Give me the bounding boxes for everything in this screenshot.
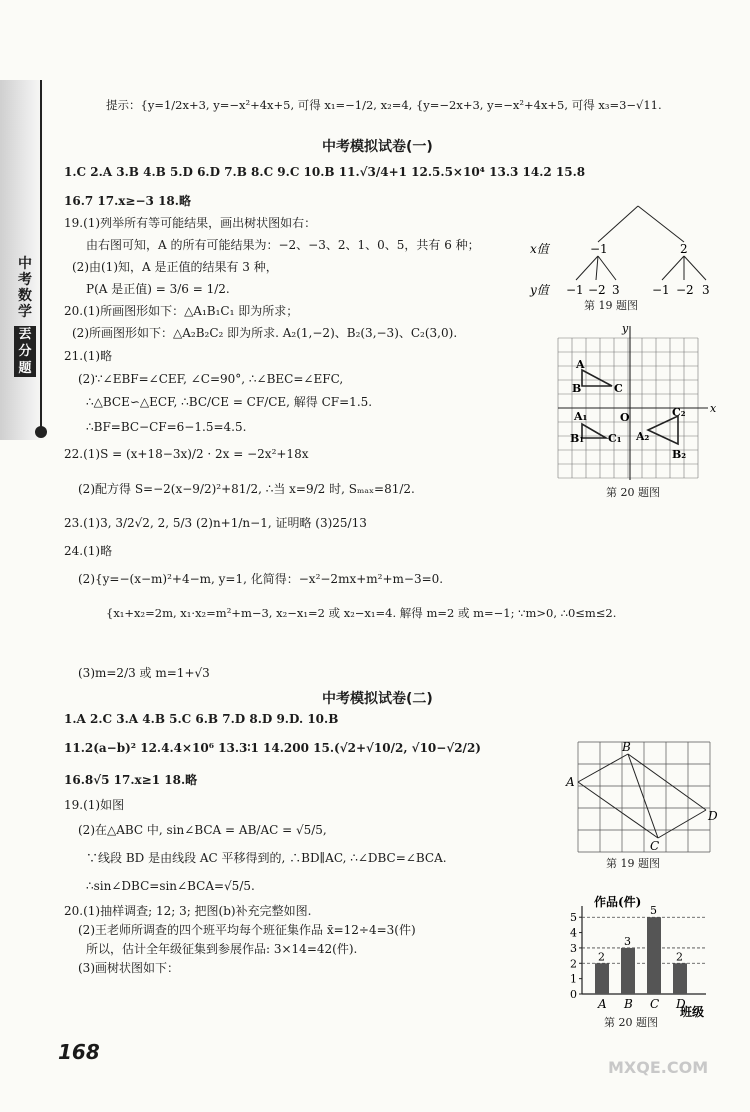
- s1-line-6: 20.(1)所画图形如下：△A₁B₁C₁ 即为所求；: [64, 304, 299, 318]
- point-label: C₁: [608, 432, 622, 445]
- s1-line-2: 19.(1)列举所有等可能结果，画出树状图如右：: [64, 216, 317, 230]
- chart-xlabel: 班级: [680, 1005, 705, 1019]
- coordinate-grid-figure: [548, 320, 720, 490]
- point-label: B: [622, 740, 631, 754]
- point-label: D: [708, 809, 718, 823]
- s1-line-0: 1.C 2.A 3.B 4.B 5.D 6.D 7.B 8.C 9.C 10.B 11.√3/4+1 12.5.5×10⁴ 13.3 14.2 15.8: [64, 165, 586, 179]
- s1-line-1: 16.7 17.x≥−3 18.略: [64, 194, 191, 208]
- chart-y-tick-label: 1: [570, 972, 577, 986]
- tree-x-label: x值: [530, 242, 549, 256]
- section1-title: 中考模拟试卷(一): [322, 139, 433, 155]
- point-label: B₁: [570, 432, 585, 445]
- page-number: 168: [58, 1040, 100, 1064]
- point-label: C₂: [672, 406, 686, 419]
- tree-x-value: 2: [680, 242, 688, 256]
- chart-y-tick-label: 5: [570, 911, 577, 925]
- side-tab-line: [40, 80, 42, 430]
- triangle-a2b2c2: [648, 416, 678, 444]
- segment-ac: [578, 782, 658, 838]
- chart-category-label: B: [624, 997, 633, 1011]
- point-label: A: [566, 775, 575, 789]
- s1-line-8: 21.(1)略: [64, 349, 113, 363]
- chart-bar: [673, 963, 687, 994]
- s2-line-0: 1.A 2.C 3.A 4.B 5.C 6.B 7.D 8.D 9.D. 10.B: [64, 712, 339, 726]
- chart-category-label: C: [650, 997, 660, 1011]
- tree-y-value: −2: [588, 283, 606, 297]
- point-label: C: [650, 839, 660, 853]
- segment-ab: [578, 754, 628, 782]
- chart-y-tick-label: 2: [570, 957, 577, 971]
- hint-line: 提示：{y=1/2x+3, y=−x²+4x+5, 可得 x₁=−1/2, x₂=4, {y=−2x+3, y=−x²+4x+5, 可得 x₃=3−√11.: [106, 98, 662, 112]
- tree-y-value: 3: [612, 283, 620, 297]
- s2-line-2: 16.8√5 17.x≥1 18.略: [64, 773, 198, 787]
- tree-y-value: −1: [566, 283, 584, 297]
- s2-line-10: (3)画树状图如下：: [78, 961, 179, 975]
- axis-y-label: y: [622, 322, 629, 335]
- side-tab: [0, 80, 48, 440]
- s2-line-6: ∴sin∠DBC=sin∠BCA=√5/5.: [86, 879, 255, 893]
- point-label: B: [572, 382, 582, 395]
- tree-y-value: 3: [702, 283, 710, 297]
- tree-y-value: −1: [652, 283, 670, 297]
- chart-bar: [647, 917, 661, 994]
- s2-line-8: (2)王老师所调查的四个班平均每个班征集作品 x̄=12÷4=3(件): [78, 923, 416, 937]
- s1-line-14: 23.(1)3, 3/2√2, 2, 5/3 (2)n+1/n−1, 证明略 (3)25/13: [64, 516, 367, 530]
- bar-chart: [560, 892, 730, 1022]
- side-tab-title: 中考数学: [18, 256, 32, 320]
- chart-caption: 第 20 题图: [604, 1016, 658, 1029]
- chart-bar-value-label: 5: [650, 904, 657, 918]
- s1-line-13: (2)配方得 S=−2(x−9/2)²+81/2, ∴当 x=9/2 时, Sₘₐₓ=81/2.: [78, 482, 415, 496]
- grid19-caption: 第 19 题图: [606, 857, 660, 870]
- s1-line-15: 24.(1)略: [64, 544, 113, 558]
- watermark: MXQE.COM: [608, 1058, 709, 1077]
- s1-line-4: (2)由(1)知，A 是正值的结果有 3 种，: [72, 260, 278, 274]
- chart-bar-value-label: 2: [598, 950, 605, 964]
- tree-caption: 第 19 题图: [584, 299, 638, 312]
- chart-bar: [621, 948, 635, 994]
- tree-y-value: −2: [676, 283, 694, 297]
- s1-line-3: 由右图可知，A 的所有可能结果为：−2、−3、2、1、0、5，共有 6 种；: [86, 238, 480, 252]
- chart-bar-value-label: 2: [676, 950, 683, 964]
- point-label: B₂: [672, 448, 687, 461]
- chart-y-tick-label: 0: [570, 988, 577, 1001]
- s2-line-4: (2)在△ABC 中, sin∠BCA = AB/AC = √5/5,: [78, 823, 327, 837]
- chart-bar-value-label: 3: [624, 934, 631, 948]
- chart-y-tick-label: 3: [570, 941, 577, 955]
- s1-line-9: (2)∵∠EBF=∠CEF, ∠C=90°, ∴∠BEC=∠EFC,: [78, 372, 344, 386]
- s1-line-18: (3)m=2/3 或 m=1+√3: [78, 666, 210, 680]
- s2-line-7: 20.(1)抽样调查; 12; 3; 把图(b)补充完整如图.: [64, 904, 312, 918]
- s1-line-10: ∴△BCE∽△ECF, ∴BC/CE = CF/CE, 解得 CF=1.5.: [86, 395, 373, 409]
- s2-line-5: ∵线段 BD 是由线段 AC 平移得到的, ∴BD∥AC, ∴∠DBC=∠BCA.: [86, 851, 447, 865]
- segment-bd: [628, 754, 706, 810]
- chart-category-label: D: [676, 997, 686, 1011]
- chart-category-label: A: [598, 997, 607, 1011]
- s1-line-17: {x₁+x₂=2m, x₁·x₂=m²+m−3, x₂−x₁=2 或 x₂−x₁=4. 解得 m=2 或 m=−1; ∵m>0, ∴0≤m≤2.: [106, 606, 617, 620]
- grid20-caption: 第 20 题图: [606, 486, 660, 499]
- s1-line-11: ∴BF=BC−CF=6−1.5=4.5.: [86, 420, 247, 434]
- tree-x-value: −1: [590, 242, 608, 256]
- chart-y-tick-label: 4: [570, 926, 577, 940]
- point-label: A: [576, 358, 585, 371]
- chart-title: 作品(件): [594, 895, 642, 909]
- s2-line-3: 19.(1)如图: [64, 798, 125, 812]
- grid-figure-19: [562, 738, 726, 856]
- side-tab-dot: [35, 426, 47, 438]
- s2-line-1: 11.2(a−b)² 12.4.4×10⁶ 13.3∶1 14.200 15.(√2+√10/2, √10−√2/2): [64, 741, 481, 755]
- point-label: A₂: [636, 430, 650, 443]
- point-label: C: [614, 382, 623, 395]
- s1-line-12: 22.(1)S = (x+18−3x)/2 · 2x = −2x²+18x: [64, 447, 309, 461]
- s2-line-9: 所以，估计全年级征集到参展作品: 3×14=42(件).: [86, 942, 358, 956]
- s1-line-7: (2)所画图形如下：△A₂B₂C₂ 即为所求. A₂(1,−2)、B₂(3,−3)、C₂(3,0).: [72, 326, 458, 340]
- origin-label: O: [620, 411, 630, 424]
- section2-title: 中考模拟试卷(二): [322, 691, 433, 707]
- segment-bc: [628, 754, 658, 838]
- chart-bar: [595, 963, 609, 994]
- axis-x-label: x: [710, 402, 717, 415]
- s1-line-16: (2){y=−(x−m)²+4−m, y=1, 化简得：−x²−2mx+m²+m−3=0.: [78, 572, 444, 586]
- segment-cd: [658, 810, 706, 838]
- tree-diagram: [528, 198, 728, 310]
- tree-y-label: y值: [530, 283, 549, 297]
- s1-line-5: P(A 是正值) = 3/6 = 1/2.: [86, 282, 230, 296]
- side-tab-badge: 丟分题: [14, 326, 36, 377]
- triangle-abc: [582, 370, 612, 386]
- point-label: A₁: [574, 410, 588, 423]
